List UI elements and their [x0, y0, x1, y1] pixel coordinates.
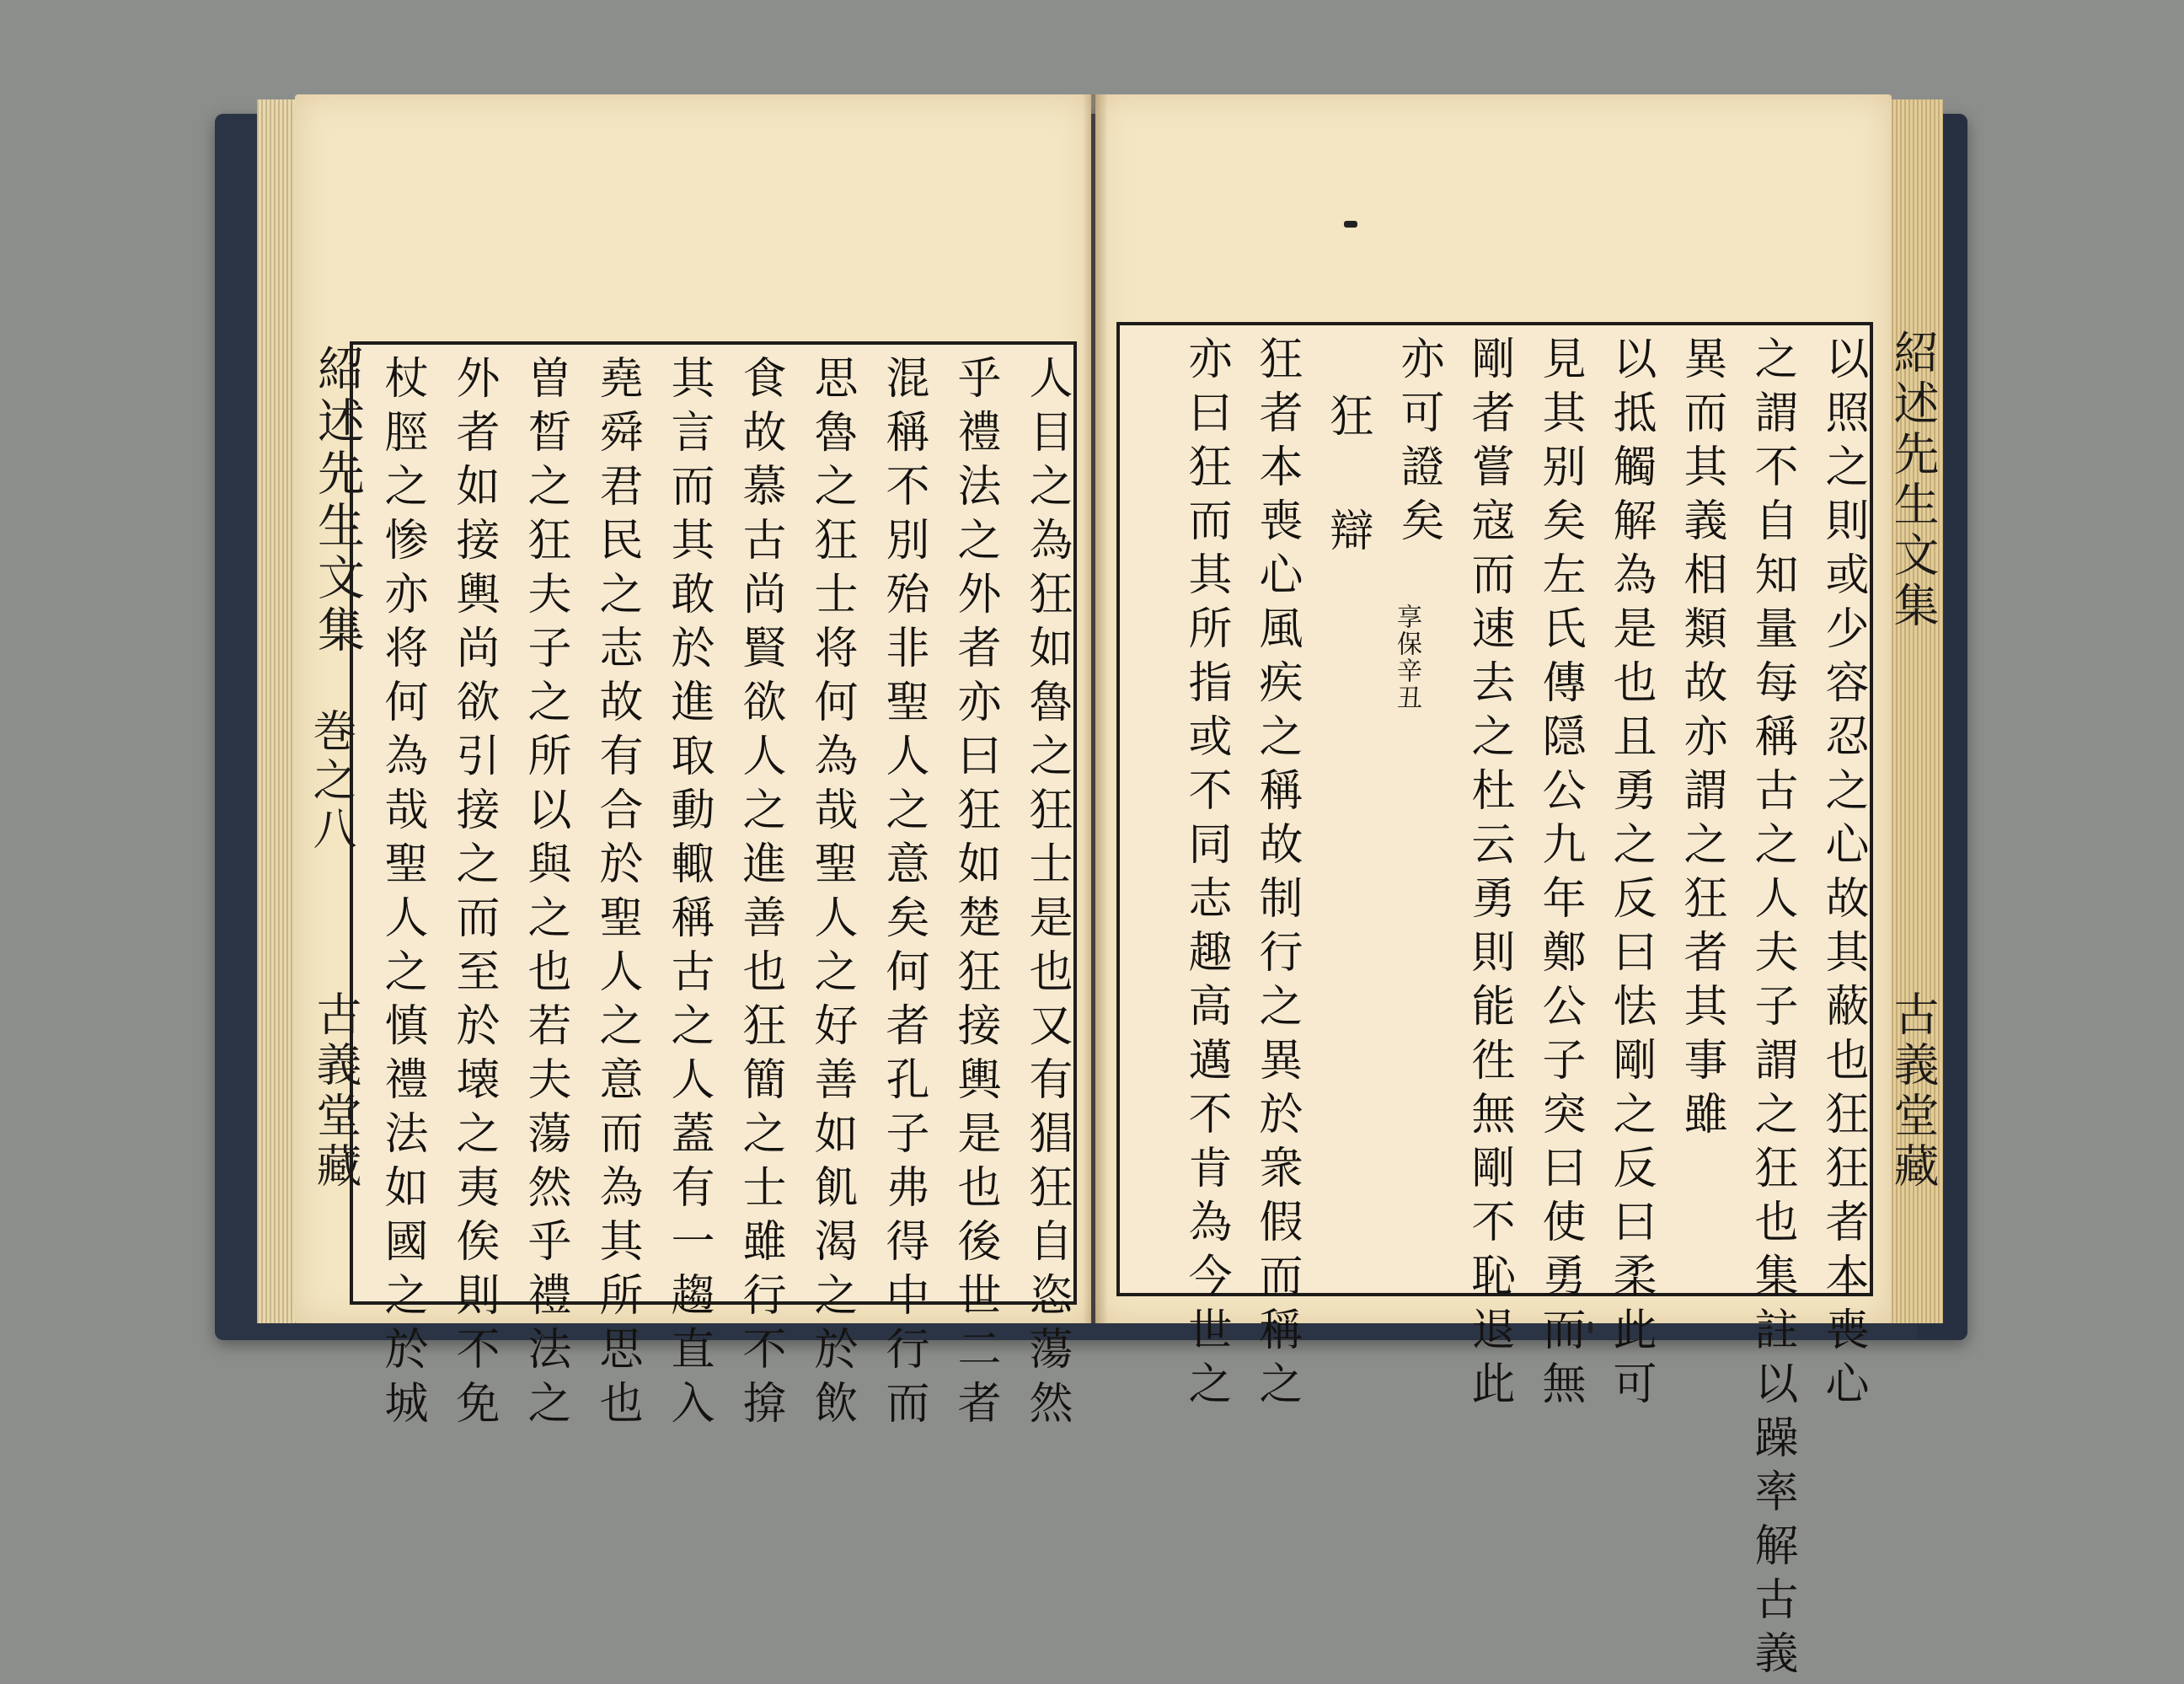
text-column: 食故慕古尚賢欲人之進善也狂簡之士雖行不揜: [735, 355, 785, 1434]
text-column: 堯舜君民之志故有合於聖人之意而為其所思也: [592, 355, 642, 1434]
text-column: 之謂不自知量每稱古之人夫子謂之狂也集註以躁率解古義: [1747, 335, 1797, 1684]
text-column: 以照之則或少容忍之心故其蔽也狂狂者本喪心: [1817, 335, 1868, 1414]
book-gutter: [1083, 94, 1108, 1323]
right-text-frame: [1116, 322, 1873, 1684]
ink-speck: [1344, 221, 1357, 228]
text-column: 混稱不別殆非聖人之意矣何者孔子弗得中行而: [878, 355, 929, 1434]
section-heading: 狂 辯: [1322, 393, 1373, 561]
left-margin-volume: 巻之八: [305, 708, 356, 855]
text-column: 狂者本喪心風疾之稱故制行之異於衆假而稱之: [1251, 335, 1302, 1414]
date-note: 享保辛丑: [1392, 603, 1421, 711]
text-column: 以抵觸解為是也且勇之反曰怯剛之反曰柔此可: [1605, 335, 1656, 1414]
right-margin-publisher: 古義堂藏: [1887, 990, 1940, 1193]
left-text-frame: [350, 341, 1077, 1434]
text-column: 杖脛之惨亦将何為哉聖人之慎禮法如國之於城: [377, 355, 427, 1434]
text-column: 見其别矣左氏傳隠公九年鄭公子突曰使勇而無: [1534, 335, 1585, 1414]
text-column: 亦曰狂而其所指或不同志趣高邁不肯為今世之: [1180, 335, 1231, 1414]
text-column: 人目之為狂如魯之狂士是也又有猖狂自恣蕩然: [1021, 355, 1072, 1434]
left-margin-title: 紹述先生文集: [310, 344, 365, 657]
text-column: 思魯之狂士将何為哉聖人之好善如飢渴之於飲: [806, 355, 857, 1434]
text-column: 其言而其敢於進取動輙稱古之人蓋有一趨直入: [663, 355, 714, 1434]
text-column: 曽晳之狂夫子之所以與之也若夫蕩然乎禮法之: [520, 355, 570, 1434]
text-column: 亦可證矣: [1393, 335, 1443, 551]
text-column: 剛者嘗寇而速去之杜云勇則能徃無剛不恥退此: [1464, 335, 1514, 1414]
text-column: 異而其義相類故亦謂之狂者其事雖: [1676, 335, 1726, 1145]
right-margin-title: 紹述先生文集: [1887, 329, 1940, 632]
ink-speck: [1588, 1322, 1592, 1333]
text-column: 乎禮法之外者亦曰狂如楚狂接輿是也後世二者: [950, 355, 1000, 1434]
text-column: 外者如接輿尚欲引接之而至於壊之夷俟則不免: [448, 355, 499, 1434]
left-margin-publisher: 古義堂藏: [309, 990, 362, 1193]
